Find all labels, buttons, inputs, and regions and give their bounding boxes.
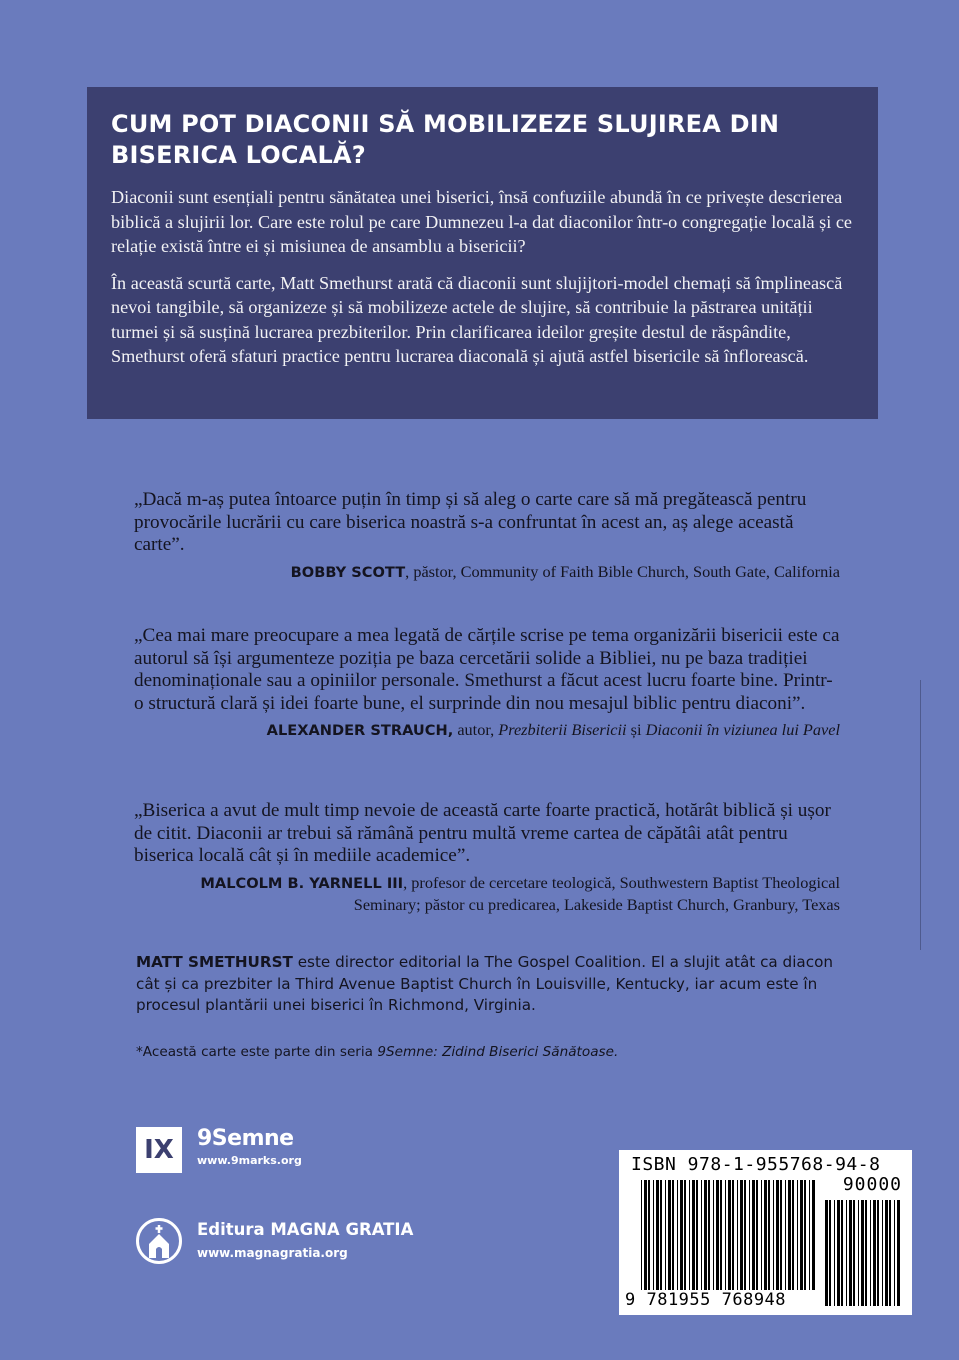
church-cross-icon bbox=[136, 1218, 182, 1264]
barcode-bar bbox=[728, 1180, 731, 1290]
barcode-bar bbox=[846, 1200, 847, 1306]
barcode-bar bbox=[644, 1180, 647, 1290]
ean-digits: 9 781955 768948 bbox=[625, 1290, 787, 1310]
quote-text: „Cea mai mare preocupare a mea legată de cărțile scrise pe tema organizării bisericii este ca autorul să își argumenteze poziția pe baza cercetării solide a Bibliei, nu pe baza tradiției denominaționale sau a opiniilor personale. Smethurst a făcut acest lucru foarte bine. Printr-o structură clară și idei foarte bune, el surprinde din nou mesajul biblic pentru diaconi”. bbox=[134, 625, 840, 714]
heading: CUM POT DIACONII SĂ MOBILIZEZE SLUJIREA DIN BISERICA LOCALĂ? bbox=[111, 110, 780, 169]
barcode-bar bbox=[768, 1180, 770, 1290]
description-panel bbox=[87, 87, 878, 419]
barcode-bar bbox=[641, 1180, 642, 1290]
barcode-bar bbox=[870, 1200, 871, 1306]
barcode-bar bbox=[720, 1180, 722, 1290]
barcode-bar bbox=[797, 1180, 798, 1290]
barcode-bar bbox=[873, 1200, 876, 1306]
barcode-bar bbox=[696, 1180, 698, 1290]
quote-attribution bbox=[134, 561, 840, 583]
barcode-bar bbox=[677, 1180, 678, 1290]
barcode-bar bbox=[756, 1180, 758, 1290]
endorsement-2 bbox=[134, 625, 840, 741]
barcode-bar bbox=[708, 1180, 710, 1290]
description-paragraph-1: Diaconii sunt esențiali pentru sănătatea unei biserici, însă confuziile abundă în ce privește descrierea biblică a slujirii lor. Care este rolul pe care Dumnezeu l-a dat diaconilor într-o congregație locală și ce relație există între ei și misiunea de ansamblu a bisericii? bbox=[111, 187, 852, 256]
series-title: 9Semne: Zidind Biserici Sănătoase. bbox=[377, 1044, 619, 1060]
barcode-bar bbox=[837, 1200, 840, 1306]
endorsement-3 bbox=[134, 800, 840, 915]
author-bio bbox=[136, 952, 856, 1017]
barcode-bar bbox=[653, 1180, 654, 1290]
quote-attribution bbox=[134, 719, 840, 741]
barcode-bar bbox=[732, 1180, 734, 1290]
endorser-role: , păstor, Community of Faith Bible Church, South Gate, California bbox=[405, 561, 840, 581]
isbn-label: ISBN 978-1-955768-94-8 bbox=[631, 1154, 881, 1175]
barcode-bar bbox=[885, 1200, 888, 1306]
barcode-bar bbox=[725, 1180, 726, 1290]
barcode-bar bbox=[680, 1180, 683, 1290]
barcode-bar bbox=[894, 1200, 895, 1306]
endorser-name: MALCOLM B. YARNELL III bbox=[200, 874, 404, 892]
barcode-bar bbox=[849, 1200, 852, 1306]
publisher-url: www.9marks.org bbox=[197, 1154, 302, 1167]
barcode-bar bbox=[656, 1180, 659, 1290]
barcode-bar bbox=[841, 1200, 843, 1306]
barcode-bar bbox=[889, 1200, 891, 1306]
barcode-bar bbox=[660, 1180, 662, 1290]
barcode bbox=[619, 1150, 912, 1315]
barcode-bar bbox=[744, 1180, 746, 1290]
publisher-9semne bbox=[197, 1125, 302, 1170]
endorser-name: BOBBY SCOTT bbox=[290, 563, 406, 581]
series-note bbox=[136, 1044, 618, 1060]
barcode-bar bbox=[780, 1180, 782, 1290]
barcode-bar bbox=[792, 1180, 794, 1290]
book-title-1: Prezbiterii Bisericii bbox=[498, 720, 627, 740]
endorser-name: ALEXANDER STRAUCH, bbox=[266, 722, 454, 740]
publisher-name: 9Semne bbox=[197, 1126, 294, 1151]
barcode-bar bbox=[665, 1180, 666, 1290]
addon-code: 90000 bbox=[842, 1174, 902, 1195]
barcode-bar bbox=[672, 1180, 674, 1290]
book-title-2: Diaconii în viziunea lui Pavel bbox=[645, 720, 840, 740]
barcode-bar bbox=[749, 1180, 750, 1290]
barcode-bar bbox=[716, 1180, 719, 1290]
endorsement-1 bbox=[134, 489, 840, 583]
endorser-role: , profesor de cercetare teologică, Southwestern Baptist Theological Seminary; păstor cu predicarea, Lakeside Baptist Church, Granbury, Texas bbox=[353, 872, 840, 914]
barcode-bar bbox=[834, 1200, 835, 1306]
barcode-bar bbox=[882, 1200, 883, 1306]
logo-mark: IX bbox=[144, 1135, 174, 1165]
author-name: MATT SMETHURST bbox=[136, 953, 293, 971]
barcode-bar bbox=[800, 1180, 803, 1290]
barcode-bar bbox=[897, 1200, 900, 1306]
barcode-bar bbox=[853, 1200, 855, 1306]
barcode-bar bbox=[737, 1180, 738, 1290]
barcode-bar bbox=[829, 1200, 831, 1306]
barcode-bar bbox=[804, 1180, 806, 1290]
barcode-bar bbox=[692, 1180, 695, 1290]
barcode-bar bbox=[776, 1180, 779, 1290]
barcode-bar bbox=[689, 1180, 690, 1290]
publisher-name: Editura MAGNA GRATIA bbox=[197, 1220, 414, 1239]
barcode-bar bbox=[752, 1180, 755, 1290]
quote-text: „Biserica a avut de mult timp nevoie de această carte foarte practică, hotărât biblică și ușor de citit. Diaconii ar trebui să rămână pentru multă vreme cartea de căpătâi atât pentru biserica locală cât și în mediile academice”. bbox=[134, 800, 831, 867]
barcode-bar bbox=[684, 1180, 686, 1290]
barcode-bar bbox=[785, 1180, 786, 1290]
barcode-bar bbox=[812, 1180, 815, 1290]
9semne-logo-icon bbox=[136, 1127, 182, 1173]
barcode-bar bbox=[877, 1200, 879, 1306]
barcode-bar bbox=[861, 1200, 864, 1306]
barcode-bar bbox=[713, 1180, 714, 1290]
barcode-bar bbox=[865, 1200, 867, 1306]
barcode-bar bbox=[764, 1180, 767, 1290]
endorser-role: autor, bbox=[453, 720, 499, 740]
barcode-bar bbox=[704, 1180, 707, 1290]
barcode-bar bbox=[740, 1180, 743, 1290]
barcode-bar bbox=[809, 1180, 810, 1290]
divider-line bbox=[920, 680, 921, 950]
quote-text: „Dacă m-aș putea întoarce puțin în timp și să aleg o carte care să mă pregătească pentru provocările lucrării cu care biserica noastră s-a confruntat în acest an, aș alege această carte”. bbox=[134, 489, 807, 556]
quote-attribution bbox=[134, 872, 840, 915]
author-bio-text: este director editorial la The Gospel Coalition. El a slujit atât ca diacon cât și ca prezbiter la Third Avenue Baptist Church în Louisville, Kentucky, iar acum este în procesul plantării unei biserici în Richmond, Virginia. bbox=[136, 953, 833, 1015]
publisher-url: www.magnagratia.org bbox=[197, 1246, 348, 1260]
series-prefix: *Această carte este parte din seria bbox=[136, 1044, 378, 1060]
barcode-bar bbox=[668, 1180, 671, 1290]
barcode-bar bbox=[788, 1180, 791, 1290]
publisher-magna-gratia bbox=[197, 1218, 413, 1264]
description-paragraph-2: În această scurtă carte, Matt Smethurst arată că diaconii sunt slujijtori-model chemați să împlinească nevoi tangibile, să organizeze și să mobilizeze actele de slujire, să contribuie la păstrarea unității turmei și să susțină lucrarea prezbiterilor. Prin clarificarea ideilor greșite destul de răspândite, Smethurst oferă sfaturi practice pentru lucrarea diaconală și ajută astfel bisericile să înflorească. bbox=[111, 272, 843, 366]
barcode-bar bbox=[761, 1180, 762, 1290]
conjunction: și bbox=[626, 720, 646, 740]
barcode-bar bbox=[701, 1180, 702, 1290]
barcode-bar bbox=[825, 1200, 828, 1306]
barcode-bar bbox=[858, 1200, 859, 1306]
barcode-bar bbox=[648, 1180, 650, 1290]
barcode-bar bbox=[773, 1180, 774, 1290]
